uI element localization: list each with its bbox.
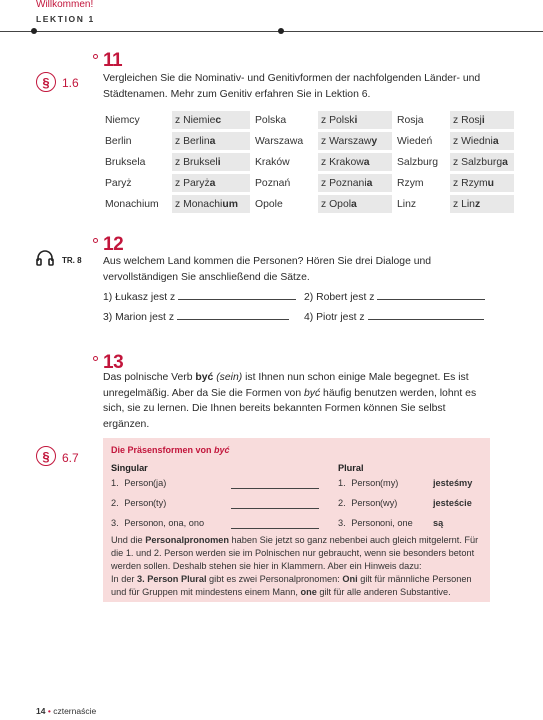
table-row bbox=[102, 174, 514, 192]
conjugation-row: 2. Person (wy) jesteście bbox=[338, 498, 472, 508]
fill-item-4: 4) Piotr jest z bbox=[304, 309, 484, 326]
plural-heading: Plural bbox=[338, 463, 364, 473]
track-label: TR. 8 bbox=[62, 256, 82, 265]
nominative-cell: Opole bbox=[255, 198, 283, 210]
exercise-bullet bbox=[93, 54, 98, 59]
box-title: Die Präsensformen von być bbox=[111, 445, 230, 455]
verb-form: są bbox=[433, 518, 444, 528]
nominative-cell: Rosja bbox=[397, 114, 424, 126]
nominative-cell: Warszawa bbox=[255, 135, 304, 147]
conjugation-row: 3. Person oni, one są bbox=[338, 518, 444, 528]
genitive-cell: z Polski bbox=[318, 111, 392, 129]
verb-form: jesteśmy bbox=[433, 478, 473, 488]
header-rule bbox=[0, 31, 543, 32]
grammar-ref: 1.6 bbox=[62, 76, 79, 90]
table-row bbox=[102, 111, 514, 129]
nominative-cell: Paryż bbox=[105, 177, 132, 189]
chapter-title: Willkommen! bbox=[36, 0, 94, 10]
exercise-number: 12 bbox=[103, 234, 124, 255]
grammar-box bbox=[103, 438, 490, 602]
page-footer: 14 • czternaście bbox=[36, 706, 97, 716]
nominative-cell: Wiedeń bbox=[397, 135, 433, 147]
genitive-cell: z Opola bbox=[318, 195, 392, 213]
fill-item-2: 2) Robert jest z bbox=[304, 289, 485, 306]
grammar-ref: 6.7 bbox=[62, 451, 79, 465]
answer-blank[interactable] bbox=[231, 498, 319, 509]
singular-heading: Singular bbox=[111, 463, 148, 473]
paragraph-icon: § bbox=[36, 72, 56, 92]
exercise-number: 11 bbox=[103, 50, 123, 71]
conjugation-row: 2. Person (ty) bbox=[111, 498, 271, 508]
genitive-cell: z Brukseli bbox=[172, 153, 250, 171]
nominative-cell: Kraków bbox=[255, 156, 290, 168]
genitive-cell: z Paryża bbox=[172, 174, 250, 192]
table-row bbox=[102, 153, 514, 171]
box-note-2: In der 3. Person Plural gibt es zwei Personalpronomen: Oni gilt für männliche Personen und für Gruppen mit mindestens einem Mann, one gilt für alle anderen Substantive. bbox=[111, 574, 472, 597]
lesson-label: LEKTION 1 bbox=[36, 14, 95, 24]
nominative-cell: Linz bbox=[397, 198, 417, 210]
table-row bbox=[102, 132, 514, 150]
genitive-cell: z Rosji bbox=[450, 111, 514, 129]
exercise-number: 13 bbox=[103, 352, 124, 373]
answer-blank[interactable] bbox=[177, 309, 289, 320]
answer-blank[interactable] bbox=[231, 478, 319, 489]
exercise-instruction: Vergleichen Sie die Nominativ- und Genitivformen der nachfolgenden Länder- und Städtenamen. Mehr zum Genitiv erfahren Sie in Lektion 6. bbox=[103, 73, 481, 100]
genitive-cell: z Niemiec bbox=[172, 111, 250, 129]
genitive-cell: z Berlina bbox=[172, 132, 250, 150]
conjugation-row: 1. Person (ja) bbox=[111, 478, 271, 488]
genitive-cell: z Linz bbox=[450, 195, 514, 213]
genitive-cell: z Rzymu bbox=[450, 174, 514, 192]
nominative-cell: Salzburg bbox=[397, 156, 439, 168]
answer-blank[interactable] bbox=[377, 289, 485, 300]
rule-dot-center bbox=[278, 28, 284, 34]
nominative-cell: Monachium bbox=[105, 198, 159, 210]
rule-dot-left bbox=[31, 28, 37, 34]
verb-form: jesteście bbox=[433, 498, 472, 508]
country-city-table bbox=[100, 108, 516, 216]
nominative-cell: Poznań bbox=[255, 177, 291, 189]
answer-blank[interactable] bbox=[231, 518, 319, 529]
exercise-bullet bbox=[93, 238, 98, 243]
genitive-cell: z Wiednia bbox=[450, 132, 514, 150]
genitive-cell: z Warszawy bbox=[318, 132, 392, 150]
conjugation-row: 3. Person on, ona, ono bbox=[111, 518, 271, 528]
exercise-bullet bbox=[93, 356, 98, 361]
headphones-icon bbox=[36, 250, 54, 271]
nominative-cell: Polska bbox=[255, 114, 287, 126]
exercise-instruction: Aus welchem Land kommen die Personen? Hören Sie drei Dialoge und vervollständigen Sie anschließend die Sätze. bbox=[103, 256, 432, 283]
genitive-cell: z Salzburga bbox=[450, 153, 514, 171]
exercise-instruction: Das polnische Verb być (sein) ist Ihnen nun schon einige Male begegnet. Es ist unregelmäßig. Aber da Sie die Formen von być häufig benutzen werden, lohnt es sich, sie zu lernen. Die Ihnen bereits bekannten Formen können Sie selbst ergänzen. bbox=[103, 372, 477, 430]
fill-item-3: 3) Marion jest z bbox=[103, 309, 289, 326]
genitive-cell: z Monachium bbox=[172, 195, 250, 213]
nominative-cell: Berlin bbox=[105, 135, 132, 147]
answer-blank[interactable] bbox=[178, 289, 296, 300]
fill-item-1: 1) Łukasz jest z bbox=[103, 289, 296, 306]
paragraph-icon: § bbox=[36, 446, 56, 466]
answer-blank[interactable] bbox=[368, 309, 484, 320]
nominative-cell: Niemcy bbox=[105, 114, 140, 126]
conjugation-row: 1. Person (my) jesteśmy bbox=[338, 478, 473, 488]
nominative-cell: Bruksela bbox=[105, 156, 146, 168]
nominative-cell: Rzym bbox=[397, 177, 424, 189]
box-note-1: Und die Personalpronomen haben Sie jetzt so ganz nebenbei auch gleich mitgelernt. Für die 1. und 2. Person werden sie im Polnischen nur gebraucht, wenn sie besonders betont werden sollen. Deshalb stehen sie hier in Klammern. Aber ein Hinweis dazu: bbox=[111, 535, 479, 571]
genitive-cell: z Poznania bbox=[318, 174, 392, 192]
table-row bbox=[102, 195, 514, 213]
genitive-cell: z Krakowa bbox=[318, 153, 392, 171]
